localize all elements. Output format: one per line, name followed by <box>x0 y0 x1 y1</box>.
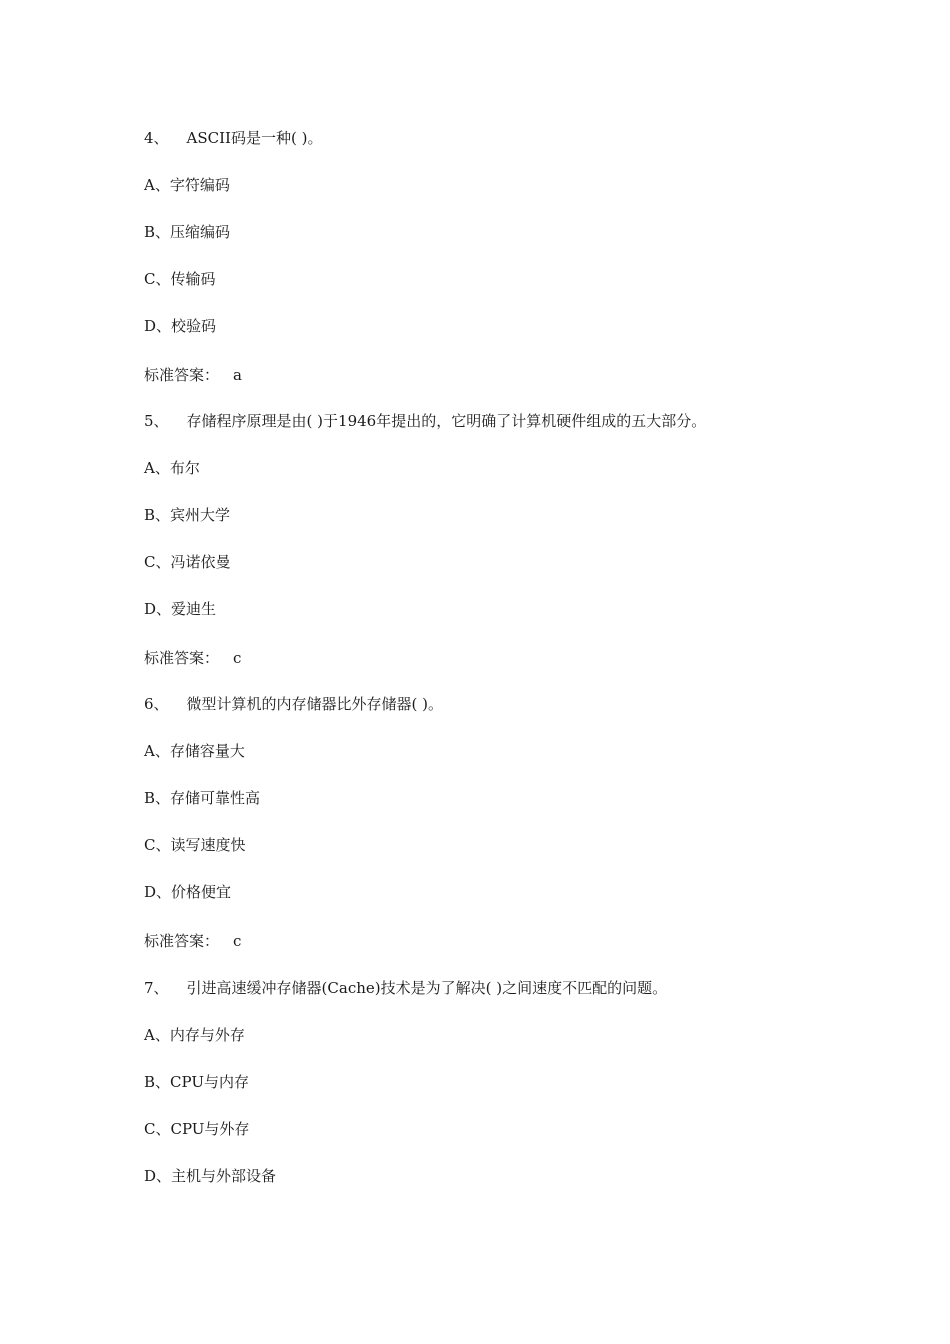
question-7-option-d: D、主机与外部设备 <box>144 1167 277 1185</box>
question-6-option-c: C、读写速度快 <box>144 836 246 854</box>
answer-label: 标准答案： <box>144 366 220 384</box>
answer-value: a <box>233 366 242 384</box>
question-text: 引进高速缓冲存储器(Cache)技术是为了解决( )之间速度不匹配的问题。 <box>186 979 668 997</box>
answer-value: c <box>233 649 242 667</box>
question-text: ASCII码是一种( )。 <box>186 129 323 147</box>
question-6-option-b: B、存储可靠性高 <box>144 789 261 807</box>
question-number: 5、 <box>144 412 169 430</box>
question-4-option-d: D、校验码 <box>144 317 217 335</box>
question-4-stem <box>144 128 322 148</box>
question-7-option-c: C、CPU与外存 <box>144 1120 250 1138</box>
question-6-stem <box>144 694 443 714</box>
answer-label: 标准答案： <box>144 932 220 950</box>
question-5-option-c: C、冯诺依曼 <box>144 553 231 571</box>
question-6-option-a: A、存储容量大 <box>144 742 245 760</box>
question-5-stem <box>144 411 706 431</box>
question-number: 6、 <box>144 695 169 713</box>
question-7-option-a: A、内存与外存 <box>144 1026 245 1044</box>
question-4-option-a: A、字符编码 <box>144 176 230 194</box>
answer-value: c <box>233 932 242 950</box>
question-7-option-b: B、CPU与内存 <box>144 1073 249 1091</box>
question-6-option-d: D、价格便宜 <box>144 883 232 901</box>
question-number: 4、 <box>144 129 169 147</box>
answer-label: 标准答案： <box>144 649 220 667</box>
question-6-answer <box>144 931 241 951</box>
question-4-answer <box>144 365 242 385</box>
question-5-option-b: B、宾州大学 <box>144 506 231 524</box>
question-5-option-d: D、爱迪生 <box>144 600 217 618</box>
question-number: 7、 <box>144 979 169 997</box>
question-7-stem <box>144 978 667 998</box>
question-4-option-b: B、压缩编码 <box>144 223 231 241</box>
question-4-option-c: C、传输码 <box>144 270 216 288</box>
question-5-option-a: A、布尔 <box>144 459 200 477</box>
question-text: 微型计算机的内存储器比外存储器( )。 <box>186 695 444 713</box>
question-text: 存储程序原理是由( )于1946年提出的，它明确了计算机硬件组成的五大部分。 <box>186 412 707 430</box>
question-5-answer <box>144 648 241 668</box>
